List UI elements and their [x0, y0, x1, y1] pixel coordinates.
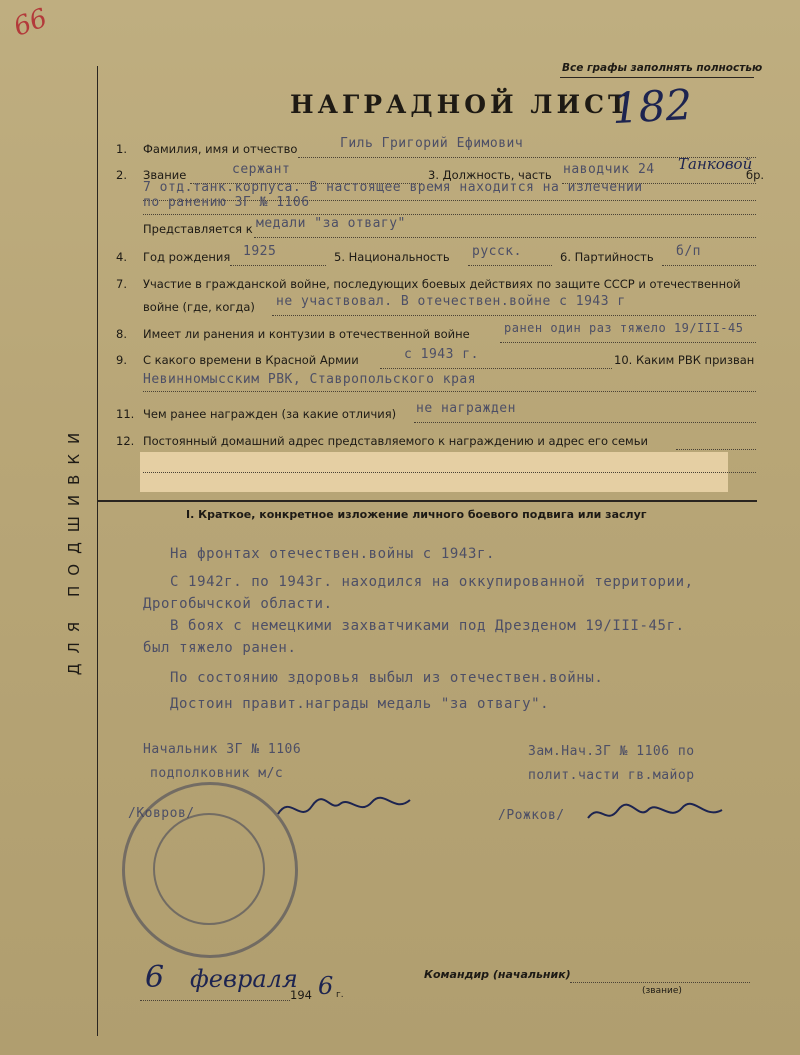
page-title: НАГРАДНОЙ ЛИСТ [290, 90, 631, 119]
position-suffix: бр. [746, 168, 765, 182]
prior-awards-line [414, 422, 756, 423]
body-line: Достоин правит.награды медаль "за отвагу". [170, 696, 550, 712]
position-value: наводчик 24 [563, 162, 655, 177]
date-line [140, 1000, 290, 1001]
section-divider [97, 500, 757, 502]
war-participation-label-1: Участие в гражданской войне, последующих боевых действиях по защите СССР и отечественной [143, 277, 741, 291]
name-label: Фамилия, имя и отчество [143, 142, 298, 156]
army-since-label: С какого времени в Красной Армии [143, 353, 359, 367]
field-number: 8. [116, 327, 127, 341]
nationality-value: русск. [472, 244, 522, 259]
date-year-end: г. [336, 990, 344, 1000]
present-value: медали "за отвагу" [256, 216, 406, 231]
home-address-line [676, 449, 756, 450]
field-number: 12. [116, 434, 135, 448]
signer-right-rank: полит.части гв.майор [528, 768, 695, 783]
commander-label: Командир (начальник) [424, 968, 571, 981]
draft-office-value: Невинномысским РВК, Ставропольского края [143, 372, 477, 387]
army-since-line [380, 368, 612, 369]
sheet-number: 182 [610, 79, 694, 134]
war-participation-value: не участвовал. В отечествен.войне с 1943 г [276, 294, 626, 309]
date-month: февраля [190, 965, 298, 993]
signature-left [270, 784, 430, 834]
birth-year-line [230, 265, 326, 266]
signer-right-name: /Рожков/ [498, 808, 565, 823]
field-number: 7. [116, 277, 127, 291]
signer-left-title: Начальник ЗГ № 1106 [143, 742, 302, 757]
present-line [254, 237, 756, 238]
field-number: 11. [116, 407, 135, 421]
signer-left-name: /Ковров/ [128, 806, 195, 821]
draft-office-line [143, 391, 756, 392]
war-participation-line [272, 315, 756, 316]
wounds-line [500, 342, 756, 343]
party-line [662, 265, 756, 266]
position-line-3-rule [143, 214, 756, 215]
field-number: 4. [116, 250, 127, 264]
body-line: По состоянию здоровья выбыл из отечествен.войны. [170, 670, 604, 686]
official-stamp [122, 782, 298, 958]
prior-awards-value: не награжден [416, 401, 516, 416]
wounds-value: ранен один раз тяжело 19/III-45 [504, 321, 744, 335]
corner-mark: 66 [9, 3, 52, 43]
date-year-prefix: 194 [290, 988, 312, 1002]
name-value: Гиль Григорий Ефимович [340, 136, 524, 151]
nationality-label: 5. Национальность [334, 250, 450, 264]
nationality-line [468, 265, 552, 266]
position-line-2: 7 отд.танк.корпуса. В настоящее время находится на излечении [143, 180, 643, 195]
present-label: Представляется к [143, 222, 253, 236]
position-line-3: по ранению ЗГ № 1106 [143, 195, 310, 210]
section-title: I. Краткое, конкретное изложение личного боевого подвига или заслуг [186, 508, 647, 521]
home-address-label: Постоянный домашний адрес представляемого к награждению и адрес его семьи [143, 434, 648, 448]
party-value: б/п [676, 244, 701, 259]
note-underline [560, 77, 754, 78]
field-number: 1. [116, 142, 127, 156]
body-line: Дрогобычской области. [143, 596, 333, 612]
binding-margin-line [97, 66, 98, 1036]
birth-year-label: Год рождения [143, 250, 231, 264]
draft-office-label: 10. Каким РВК призван [614, 353, 755, 367]
body-line: На фронтах отечествен.войны с 1943г. [170, 546, 496, 562]
army-since-value: с 1943 г. [404, 347, 479, 362]
rank-value: сержант [232, 162, 291, 177]
field-number: 9. [116, 353, 127, 367]
date-year-suffix: 6 [318, 972, 334, 1000]
position-label: 3. Должность, часть [428, 168, 552, 182]
body-line: С 1942г. по 1943г. находился на оккупированной территории, [170, 574, 694, 590]
rank-caption: (звание) [642, 986, 682, 996]
war-participation-label-2: войне (где, когда) [143, 300, 255, 314]
position-hand: Танковой [678, 155, 753, 173]
rank-label: Звание [143, 168, 187, 182]
body-line: был тяжело ранен. [143, 640, 297, 656]
signature-right [582, 796, 732, 836]
body-line: В боях с немецкими захватчиками под Дрезденом 19/III-45г. [170, 618, 685, 634]
wounds-label: Имеет ли ранения и контузии в отечественной войне [143, 327, 470, 341]
address-line-2 [143, 472, 756, 473]
signer-right-title: Зам.Нач.ЗГ № 1106 по [528, 744, 695, 759]
prior-awards-label: Чем ранее награжден (за какие отличия) [143, 407, 397, 421]
field-number: 2. [116, 168, 127, 182]
birth-year-value: 1925 [243, 244, 277, 259]
commander-line [570, 982, 750, 983]
fill-all-note: Все графы заполнять полностью [562, 62, 763, 74]
date-day: 6 [145, 960, 165, 995]
party-label: 6. Партийность [560, 250, 654, 264]
side-label: ДЛЯ ПОДШИВКИ [65, 422, 84, 676]
signer-left-rank: подполковник м/с [150, 766, 284, 781]
